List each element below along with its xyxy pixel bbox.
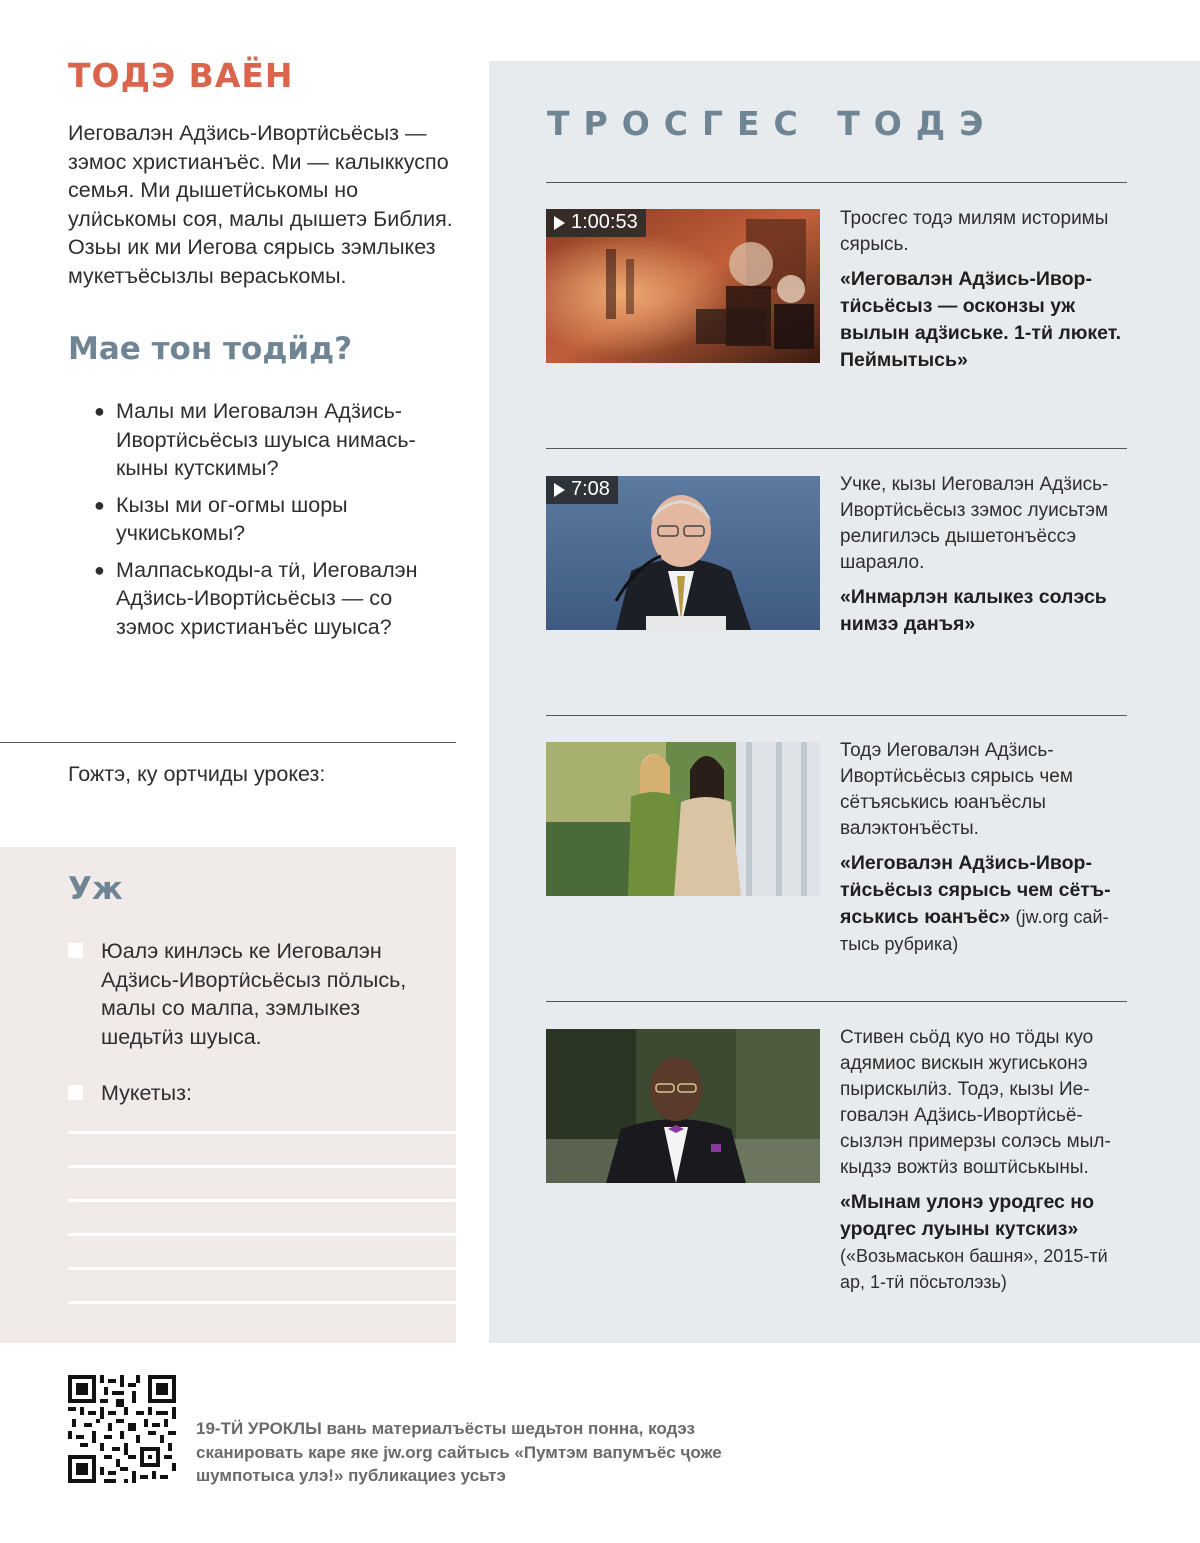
divider <box>546 182 1127 183</box>
question-item: ● Малы ми Иеговалэн Адӟись-Ивортӥсьёсыз шуыса нимаськыны кутскимы? <box>94 399 416 480</box>
write-line[interactable] <box>68 1165 456 1168</box>
resource-source: («Возьмаськон башня», 2015-тӥ ар, 1-тӥ пӧсьтолэзь) <box>840 1246 1108 1292</box>
resource-text <box>840 738 1130 958</box>
questions-list <box>90 397 450 649</box>
divider <box>546 715 1127 716</box>
resource-text <box>840 1025 1130 1295</box>
qr-code-icon[interactable] <box>68 1375 176 1483</box>
women-at-door-image <box>546 742 820 896</box>
resource-source: (jw.org сайтысь рубрика) <box>840 907 1109 954</box>
question-item: ● Малпаськоды-а тӥ, Иеговалэн Адӟись-Ивортӥсьёсыз — со зэмос христианъёс шуыса? <box>94 557 418 639</box>
checkbox-icon[interactable] <box>68 943 83 958</box>
bullet-icon: ● <box>94 559 105 580</box>
summary-title: ТОДЭ ВАЁН <box>68 56 294 95</box>
resource-description: Учке, кызы Иеговалэн Адӟись-Ивортӥсьёсыз зэмос луисьтэм религилэсь дышетонъёссэ шараяло. <box>840 474 1109 573</box>
checkbox-icon[interactable] <box>68 1085 83 1100</box>
resource-link[interactable]: «Инмарлэн калыкез солэсь нимзэ данъя» <box>840 586 1107 635</box>
bullet-icon: ● <box>94 494 105 515</box>
resource-text <box>840 206 1130 374</box>
write-line[interactable] <box>68 1131 456 1134</box>
resource-description: Тодэ Иеговалэн Адӟись-Ивортӥсьёсыз сярысь чем сётъяськись юанъёслы валэктонъёсты. <box>840 740 1073 839</box>
article-thumbnail[interactable] <box>546 1029 820 1183</box>
resource-link[interactable]: «Мынам улонэ уродгес но уродгес луыны кутскиз» <box>840 1191 1094 1240</box>
question-item: ● Кызы ми ог-огмы шоры учкиськомы? <box>94 492 348 545</box>
play-icon <box>554 216 565 230</box>
try-item: Юалэ кинлэсь ке Иеговалэн Адӟись-Ивортӥсьёсыз пӧлысь, малы со малпа, зэмлыкез шедьтӥз шуыса. <box>68 937 438 1051</box>
write-line[interactable] <box>68 1233 456 1236</box>
article-thumbnail[interactable] <box>546 742 820 896</box>
man-portrait-image <box>546 1029 820 1183</box>
summary-text: Иеговалэн Адӟись-Ивортӥсьёсыз — зэмос христианъёс. Ми — калыккуспо семья. Ми дышетӥськомы но улӥськомы соя, малы дышетэ Библия. Озьы ик ми Иегова сярысь зэмлыкез мукетъёсызлы вераськомы. <box>68 121 453 288</box>
resource-link[interactable]: «Иеговалэн Адӟись-Ивортӥсьёсыз — осконзы уж вылын адӟиське. 1-тӥ люкет. Пеймытысь» <box>840 268 1121 371</box>
bullet-icon: ● <box>94 401 105 421</box>
write-line[interactable] <box>68 1301 456 1304</box>
divider <box>0 742 456 743</box>
duration-badge: 7:08 <box>546 476 618 504</box>
questions-title: Мае тон тодӥд? <box>68 331 353 367</box>
footer-text: 19-ТӤ УРОКЛЫ вань материалъёсты шедьтон понна, кодэз сканировать каре яке jw.org сайтысь «Пумтэм вапумъёс ҷоже шумпотыса улэ!» публикациез усьтэ <box>196 1419 722 1485</box>
try-item: Мукетыз: <box>68 1079 438 1108</box>
try-title: Уж <box>68 871 123 907</box>
write-line[interactable] <box>68 1267 456 1270</box>
resource-text <box>840 472 1130 638</box>
play-icon <box>554 483 565 497</box>
resource-description: Стивен сьӧд куо но тӧды куо адямиос вискын жугиськонэ пырискылӥз. Тодэ, кызы Иеговалэн Адӟись-Ивортӥсьёсызлэн примерзы солэсь мылкыдзэ вожтӥз воштӥськыны. <box>840 1027 1111 1178</box>
write-line[interactable] <box>68 1199 456 1202</box>
resource-link[interactable]: «Иеговалэн Адӟись-Ивортӥсьёсыз сярысь чем сётъяськись юанъёс» <box>840 852 1111 928</box>
lesson-date-label: Гожтэ, ку ортчиды урокез: <box>68 762 326 786</box>
duration-badge: 1:00:53 <box>546 209 646 237</box>
divider <box>546 1001 1127 1002</box>
video-thumbnail[interactable] <box>546 209 820 363</box>
divider <box>546 448 1127 449</box>
explore-title: ТРОСГЕС ТОДЭ <box>547 104 998 143</box>
resource-description: Тросгес тодэ милям историмы сярысь. <box>840 208 1109 255</box>
video-thumbnail[interactable] <box>546 476 820 630</box>
